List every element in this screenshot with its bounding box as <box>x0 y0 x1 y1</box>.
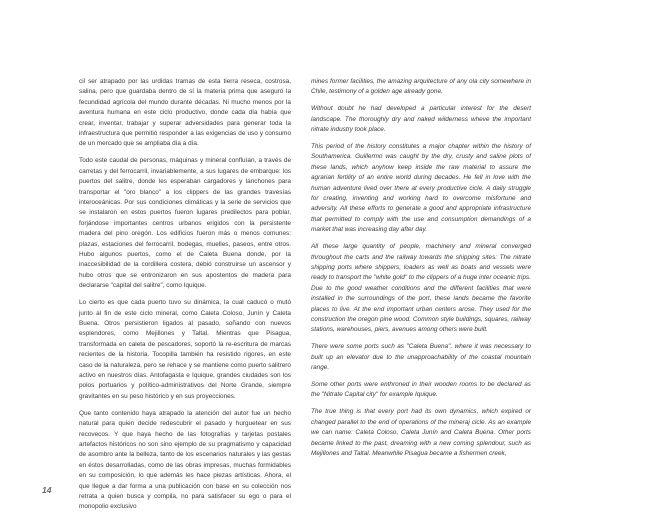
paragraph: Todo este caudal de personas, máquinas y mineral confluían, a través de carretas y del ferrocarril, invariablemente, a sus lugares de embarque: los puertos del salitre, donde les esperaban cargadores y lanchones para transportar el "oro blanco" a los clippers de las grandes travesías interoceánicas. Por sus condiciones climáticas y la serie de servicios que se instalaron en estos puertos fueron lugares predilectos para poblar, forjándose importantes centros urbanos erigidos con la persistente madera del pino oregón. Los edificios fueron más o menos comunes: plazas, estaciones del ferrocarril, bodegas, muelles, paseos, entre otros. Hubo algunos puertos, como el de Caleta Buena donde, por la inaccesibilidad de la cordillera costera, debió construirse un ascensor y hubo otros que se entronizaron en sus apostentos de madera para declararse "capital del salitre", como Iquique. <box>79 157 291 290</box>
spanish-text-column <box>79 77 291 519</box>
paragraph: Without doubt he had developed a particular interest for the desert landscape. The thoroughly dry and naked wilderness wheve the important nitrate industry took place. <box>311 105 531 134</box>
paragraph: Some other ports were enthroned in their wooden rooms to be declared as the "Nitrate Capital city" for example Iquique. <box>311 381 531 399</box>
paragraph: mines former facilities, the amazing arquitecture of any ola city somewhere in Chile, testimony of a golden age already gone. <box>311 78 531 96</box>
paragraph: The true thing is that every port had its own dynamics, which expired or changed parallel to the end of operations of the mineraj cicle. As an example we can name: Caleta Coloso, Caleta Junín and Caleta Buena. Other ports became linked to the past, dreaming with a new coming splendour, such as Mejillones and Taltal. Meanwhile Pisagua became a fishermen creek, <box>311 408 531 457</box>
paragraph: There were some ports such as "Caleta Buena", where it was necessary to built up an elevator due to the unapproachability of the coastal mountain range. <box>311 343 531 372</box>
paragraph: All these large quantity of people, machinery and mineral converged throughout the carts and the railway towards the shipping sites: The nitrate shipping ports where shippers, loaders as well as boats and vessels were ready to transport the "white gold" to the clippers of a huge inter oceanic trips. Due to the good weather conditions and the different facilities that were installed in the surroundings of the port, these lands became the favorite places to live. At the end important urban centers arose. They used for the construction the oregon pine wood. Common style buildings, squares, railway stations, warehouses, piers, avenues among others were built. <box>311 243 531 334</box>
paragraph: Que tanto contenido haya atrapado la atención del autor fue un hecho natural para quien decide redescubrir el pasado y hurguetear en sus recovecos. Y que haya hecho de las fotografías y tarjetas postales artefactos históricos no son sino ejemplo de su pragmatismo y capacidad de asombro ante la belleza, tanto de los escenarios naturales y las gestas en éstos desarrolladas, como de las obras impresas, muchas formidables en su composición, lo que además les hace piezas artísticas. Ahora, el que llegue a dar forma a una publicación con base en su colección nos retrata a quien busca y compila, no para satisfacer su ego o para el monopolio exclusivo <box>79 409 291 511</box>
english-text-column <box>311 77 531 466</box>
paragraph: cil ser atrapado por las urdidas tramas de esta tierra reseca, costrosa, salina, pero que guardaba dentro de sí la materia prima que aseguró la fecundidad agrícola del mundo durante décadas. Ni mucho menos por la aventura humana en este ciclo productivo, donde cada día había que crear, inventar, trabajar y superar adversidades para generar toda la infraestructura que permitió responder a las exigencias de uso y consumo de un mercado que se ampliaba día a día. <box>79 78 291 148</box>
page-number: 14 <box>42 485 52 495</box>
paragraph: Lo cierto es que cada puerto tuvo su dinámica, la cual caducó o mutó junto al fin de este ciclo mineral, como Caleta Coloso, Junín y Caleta Buena. Otros persistieron ligados al pasado, soñando con nuevos esplendores, como Mejillones y Taltal. Mientras que Pisagua, transformada en caleta de pescadores, soportó la re-escritura de marcas recientes de la historia. Tocopilla también ha resistido rigores, en este caso de la naturaleza, pero se rehace y se mantiene como puerto salitrero activo en nuestros días. Antofagasta e Iquique, grandes ciudades son los polos portuarios y político-administrativos del Norte Grande, siempre gravitantes en su peso histórico y en sus proyecciones. <box>79 299 291 400</box>
paragraph: This period of the history constitutes a major chapter within the history of Southamerica. Guillermo was caught by the dry, crusty and saline plots of these lands, which anyhow keep inside the raw material to assure the agrarian fertility of an entire world during decades. He fell in love with the human adventure lived over there at every productive cicle. A daily struggle for creating, inventing and working hard to overcome misfortune and adversity. All these efforts to generate a good and appropriate infrastructure that permitted to comply with the use and consumption demandings of a market that was increasing day after day. <box>311 143 531 234</box>
